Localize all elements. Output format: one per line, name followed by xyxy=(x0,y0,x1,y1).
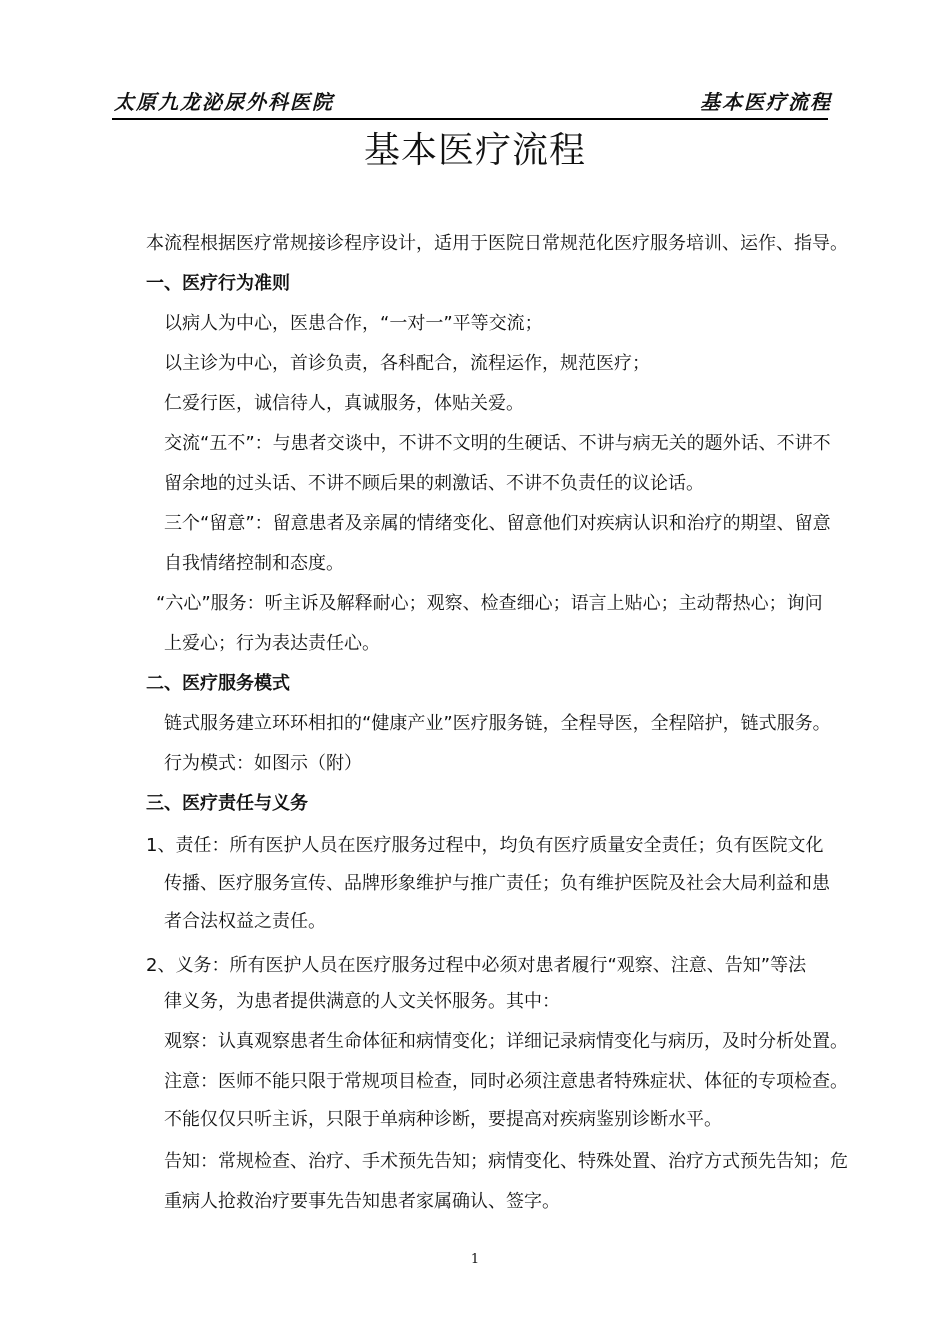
document-title: 基本医疗流程 xyxy=(363,130,586,171)
duties-line: 2、义务：所有医护人员在医疗服务过程中必须对患者履行“观察、注意、告知”等法 xyxy=(146,955,807,976)
conduct-line: 自我情绪控制和态度。 xyxy=(164,553,344,574)
duties-line: 者合法权益之责任。 xyxy=(164,911,326,932)
duties-line: 告知：常规检查、治疗、手术预先告知；病情变化、特殊处置、治疗方式预先告知；危 xyxy=(164,1151,848,1172)
conduct-line: 以主诊为中心，首诊负责，各科配合，流程运作，规范医疗； xyxy=(164,353,650,374)
conduct-line: 交流“五不”：与患者交谈中，不讲不文明的生硬话、不讲与病无关的题外话、不讲不 xyxy=(164,433,831,454)
header-rule xyxy=(112,118,828,120)
duties-line: 观察：认真观察患者生命体征和病情变化；详细记录病情变化与病历，及时分析处置。 xyxy=(164,1031,848,1052)
conduct-line: 仁爱行医，诚信待人，真诚服务，体贴关爱。 xyxy=(164,393,524,414)
duties-line: 不能仅仅只听主诉，只限于单病种诊断，要提高对疾病鉴别诊断水平。 xyxy=(164,1109,722,1130)
duties-line: 注意：医师不能只限于常规项目检查，同时必须注意患者特殊症状、体征的专项检查。 xyxy=(164,1071,848,1092)
conduct-line: 以病人为中心，医患合作，“一对一”平等交流； xyxy=(164,313,543,334)
conduct-line: 三个“留意”：留意患者及亲属的情绪变化、留意他们对疾病认识和治疗的期望、留意 xyxy=(164,513,831,534)
conduct-line: 留余地的过头话、不讲不顾后果的刺激话、不讲不负责任的议论话。 xyxy=(164,473,704,494)
intro-paragraph: 本流程根据医疗常规接诊程序设计，适用于医院日常规范化医疗服务培训、运作、指导。 xyxy=(146,233,848,254)
service-model-line: 链式服务建立环环相扣的“健康产业”医疗服务链，全程导医，全程陪护，链式服务。 xyxy=(164,713,831,734)
duties-line: 律义务，为患者提供满意的人文关怀服务。其中： xyxy=(164,991,560,1012)
conduct-line: “六心”服务：听主诉及解释耐心；观察、检查细心；语言上贴心；主动帮热心；询问 xyxy=(156,593,823,614)
duties-line: 1、责任：所有医护人员在医疗服务过程中，均负有医疗质量安全责任；负有医院文化 xyxy=(146,835,824,856)
section-heading-service-model: 二、医疗服务模式 xyxy=(146,673,290,694)
service-model-line: 行为模式：如图示（附） xyxy=(164,753,362,774)
duties-line: 传播、医疗服务宣传、品牌形象维护与推广责任；负有维护医院及社会大局利益和患 xyxy=(164,873,830,894)
header-document-type: 基本医疗流程 xyxy=(700,90,832,114)
conduct-line: 上爱心；行为表达责任心。 xyxy=(164,633,380,654)
section-heading-conduct: 一、医疗行为准则 xyxy=(146,273,290,294)
page-number: 1 xyxy=(470,1252,480,1267)
header-hospital-name: 太原九龙泌尿外科医院 xyxy=(114,90,334,114)
section-heading-duties: 三、医疗责任与义务 xyxy=(146,793,308,814)
duties-line: 重病人抢救治疗要事先告知患者家属确认、签字。 xyxy=(164,1191,560,1212)
